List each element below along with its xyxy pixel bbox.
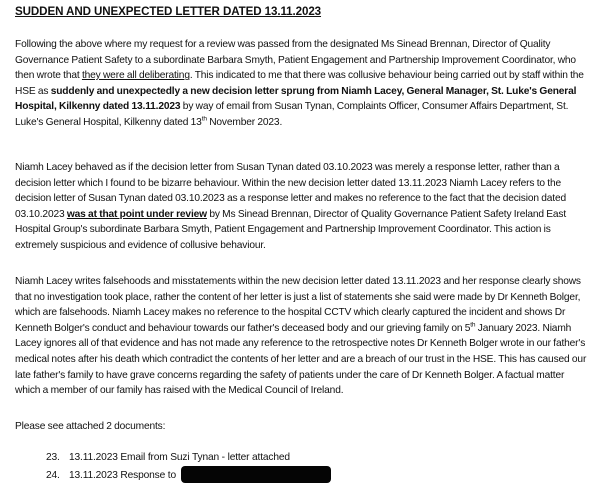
- ordinal-suffix: th: [470, 321, 476, 329]
- attachment-number: 24.: [46, 469, 60, 481]
- redaction-block: [181, 466, 331, 483]
- paragraph-text: January 2023. Niamh Lacey ignores all of that evidence and has not made any reference to the retrospective notes Dr Kenneth Bolger wrote in our father's medical notes after his death which contradict the contents of her letter and are a breach of our trust in the HSE. This has caused our late father's family to have grave concerns regarding the safety of patients under the care of Dr Kenneth Bolger. A factual matter which a member of our family has raised with the Medical Council of Ireland.: [15, 322, 587, 397]
- underlined-phrase: was at that point under review: [66, 208, 207, 220]
- attachments-intro: Please see attached 2 documents:: [15, 421, 166, 432]
- attachment-item: [46, 450, 331, 466]
- bold-phrase: suddenly and unexpectedly a new decision letter sprung from Niamh Lacey, General Manager, St. Luke's General Hospital, Kilkenny dated 13.11.2023: [15, 85, 577, 113]
- bold-underlined-phrase: [67, 209, 207, 220]
- paragraph-text: Niamh Lacey writes falsehoods and misstatements within the new decision letter dated 13.11.2023 and her response clearly shows that no investigation took place, rather the content of her letter is just a list of statements she said were made by Dr Kenneth Bolger, which are falsehoods. Niamh Lacey makes no reference to the hospital CCTV which clearly captured the incident and shows Dr Kenneth Bolger's conduct and behaviour towards our father's deceased body and our grieving family on 5: [15, 276, 581, 334]
- paragraph-text: Niamh Lacey behaved as if the decision letter from Susan Tynan dated 03.10.2023 was merely a response letter, rather than a decision letter which I found to be bizarre behaviour. Within the new decision letter dated 13.11.2023 Niamh Lacey refers to the decision letter of Susan Tynan dated 03.10.2023 as a response letter and makes no reference to the fact that the decision dated 03.10.2023: [15, 162, 567, 220]
- document-heading: SUDDEN AND UNEXPECTED LETTER DATED 13.11.2023: [15, 5, 322, 18]
- attachment-text: 13.11.2023 Email from Suzi Tynan - letter attached: [69, 452, 290, 463]
- paragraph-text: November 2023.: [206, 116, 283, 128]
- attachments-list: [46, 450, 331, 483]
- attachment-number: 23.: [46, 452, 60, 463]
- underlined-phrase: they were all deliberating: [81, 70, 190, 82]
- attachment-item: [46, 466, 331, 484]
- paragraph-text: Following the above where my request for a review was passed from the designated Ms Sinead Brennan, Director of Quality Governance Patient Safety to a subordinate Barbara Smyth, Patient Engagement and Partnership Improvement Coordinator, who then wrote that: [15, 39, 576, 82]
- paragraph-review-request: [15, 37, 591, 131]
- paragraph-decision-letter: [15, 160, 591, 254]
- paragraph-text: by Ms Sinead Brennan, Director of Quality Governance Patient Safety Ireland East Hospital Group's subordinate Barbara Smyth, Patient Engagement and Partnership Improvement Coordinator. This action is extremely suspicious and evidence of collusive behaviour.: [15, 208, 567, 251]
- paragraph-text: by way of email from Susan Tynan, Complaints Officer, Consumer Affairs Department, St. Luke's General Hospital, Kilkenny dated 13: [15, 101, 569, 128]
- attachment-text: 13.11.2023 Response to: [69, 469, 176, 481]
- paragraph-falsehoods: [15, 274, 591, 399]
- ordinal-suffix: th: [201, 115, 207, 123]
- paragraph-text: . This indicated to me that there was collusive behaviour being carried out by staff within the HSE as: [15, 70, 584, 97]
